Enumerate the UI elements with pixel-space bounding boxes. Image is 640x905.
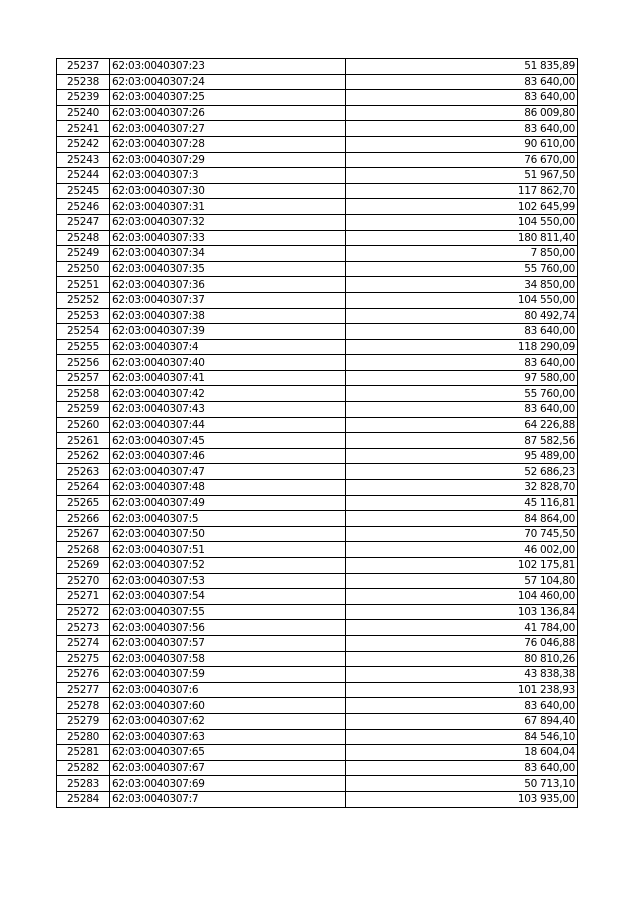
cadastral-number-cell: 62:03:0040307:23 — [110, 59, 346, 75]
row-number-cell: 25278 — [57, 698, 110, 714]
cadastral-number-cell: 62:03:0040307:27 — [110, 121, 346, 137]
value-cell: 83 640,00 — [346, 324, 578, 340]
cadastral-number-cell: 62:03:0040307:38 — [110, 308, 346, 324]
table-row — [57, 105, 578, 121]
row-number-cell: 25263 — [57, 464, 110, 480]
value-cell: 32 828,70 — [346, 480, 578, 496]
cadastral-number-cell: 62:03:0040307:41 — [110, 370, 346, 386]
value-cell: 83 640,00 — [346, 74, 578, 90]
row-number-cell: 25257 — [57, 370, 110, 386]
value-cell: 104 460,00 — [346, 589, 578, 605]
table-row — [57, 667, 578, 683]
row-number-cell: 25237 — [57, 59, 110, 75]
table-row — [57, 261, 578, 277]
cadastral-number-cell: 62:03:0040307:36 — [110, 277, 346, 293]
table-row — [57, 230, 578, 246]
value-cell: 52 686,23 — [346, 464, 578, 480]
table-row — [57, 74, 578, 90]
table-row — [57, 152, 578, 168]
row-number-cell: 25265 — [57, 495, 110, 511]
cadastral-number-cell: 62:03:0040307:35 — [110, 261, 346, 277]
table-row — [57, 713, 578, 729]
row-number-cell: 25260 — [57, 417, 110, 433]
value-cell: 55 760,00 — [346, 261, 578, 277]
cadastral-number-cell: 62:03:0040307:3 — [110, 168, 346, 184]
value-cell: 87 582,56 — [346, 433, 578, 449]
cadastral-number-cell: 62:03:0040307:33 — [110, 230, 346, 246]
cadastral-number-cell: 62:03:0040307:6 — [110, 682, 346, 698]
value-cell: 104 550,00 — [346, 292, 578, 308]
row-number-cell: 25249 — [57, 246, 110, 262]
cadastral-number-cell: 62:03:0040307:46 — [110, 448, 346, 464]
value-cell: 80 810,26 — [346, 651, 578, 667]
value-cell: 118 290,09 — [346, 339, 578, 355]
row-number-cell: 25282 — [57, 760, 110, 776]
value-cell: 51 835,89 — [346, 59, 578, 75]
table-row — [57, 511, 578, 527]
cadastral-number-cell: 62:03:0040307:43 — [110, 402, 346, 418]
cadastral-number-cell: 62:03:0040307:54 — [110, 589, 346, 605]
value-cell: 50 713,10 — [346, 776, 578, 792]
value-cell: 95 489,00 — [346, 448, 578, 464]
cadastral-number-cell: 62:03:0040307:51 — [110, 542, 346, 558]
value-cell: 76 670,00 — [346, 152, 578, 168]
cadastral-number-cell: 62:03:0040307:49 — [110, 495, 346, 511]
row-number-cell: 25272 — [57, 604, 110, 620]
cadastral-number-cell: 62:03:0040307:37 — [110, 292, 346, 308]
table-row — [57, 308, 578, 324]
row-number-cell: 25254 — [57, 324, 110, 340]
table-row — [57, 292, 578, 308]
value-cell: 41 784,00 — [346, 620, 578, 636]
cadastral-number-cell: 62:03:0040307:42 — [110, 386, 346, 402]
value-cell: 180 811,40 — [346, 230, 578, 246]
table-row — [57, 729, 578, 745]
row-number-cell: 25239 — [57, 90, 110, 106]
value-cell: 83 640,00 — [346, 760, 578, 776]
table-row — [57, 402, 578, 418]
row-number-cell: 25267 — [57, 526, 110, 542]
row-number-cell: 25242 — [57, 136, 110, 152]
value-cell: 57 104,80 — [346, 573, 578, 589]
cadastral-number-cell: 62:03:0040307:53 — [110, 573, 346, 589]
cadastral-number-cell: 62:03:0040307:30 — [110, 183, 346, 199]
row-number-cell: 25268 — [57, 542, 110, 558]
value-cell: 70 745,50 — [346, 526, 578, 542]
value-cell: 83 640,00 — [346, 90, 578, 106]
cadastral-number-cell: 62:03:0040307:58 — [110, 651, 346, 667]
cadastral-number-cell: 62:03:0040307:25 — [110, 90, 346, 106]
row-number-cell: 25277 — [57, 682, 110, 698]
cadastral-number-cell: 62:03:0040307:55 — [110, 604, 346, 620]
table-row — [57, 417, 578, 433]
row-number-cell: 25271 — [57, 589, 110, 605]
value-cell: 55 760,00 — [346, 386, 578, 402]
table-row — [57, 90, 578, 106]
value-cell: 103 136,84 — [346, 604, 578, 620]
cadastral-number-cell: 62:03:0040307:65 — [110, 745, 346, 761]
row-number-cell: 25264 — [57, 480, 110, 496]
value-cell: 7 850,00 — [346, 246, 578, 262]
value-cell: 46 002,00 — [346, 542, 578, 558]
cadastral-number-cell: 62:03:0040307:39 — [110, 324, 346, 340]
value-cell: 97 580,00 — [346, 370, 578, 386]
cadastral-number-cell: 62:03:0040307:29 — [110, 152, 346, 168]
cadastral-number-cell: 62:03:0040307:28 — [110, 136, 346, 152]
value-cell: 101 238,93 — [346, 682, 578, 698]
value-cell: 90 610,00 — [346, 136, 578, 152]
row-number-cell: 25247 — [57, 214, 110, 230]
cadastral-number-cell: 62:03:0040307:4 — [110, 339, 346, 355]
cadastral-number-cell: 62:03:0040307:57 — [110, 635, 346, 651]
cadastral-number-cell: 62:03:0040307:59 — [110, 667, 346, 683]
cadastral-number-cell: 62:03:0040307:44 — [110, 417, 346, 433]
cadastral-number-cell: 62:03:0040307:48 — [110, 480, 346, 496]
row-number-cell: 25262 — [57, 448, 110, 464]
cadastral-number-cell: 62:03:0040307:5 — [110, 511, 346, 527]
value-cell: 83 640,00 — [346, 402, 578, 418]
row-number-cell: 25280 — [57, 729, 110, 745]
cadastral-number-cell: 62:03:0040307:7 — [110, 791, 346, 807]
value-cell: 102 645,99 — [346, 199, 578, 215]
row-number-cell: 25270 — [57, 573, 110, 589]
value-cell: 51 967,50 — [346, 168, 578, 184]
table-row — [57, 214, 578, 230]
table-row — [57, 136, 578, 152]
row-number-cell: 25269 — [57, 558, 110, 574]
table-row — [57, 199, 578, 215]
table-row — [57, 121, 578, 137]
row-number-cell: 25241 — [57, 121, 110, 137]
value-cell: 83 640,00 — [346, 355, 578, 371]
table-row — [57, 386, 578, 402]
cadastral-number-cell: 62:03:0040307:24 — [110, 74, 346, 90]
cadastral-number-cell: 62:03:0040307:32 — [110, 214, 346, 230]
row-number-cell: 25275 — [57, 651, 110, 667]
value-cell: 117 862,70 — [346, 183, 578, 199]
cadastral-number-cell: 62:03:0040307:45 — [110, 433, 346, 449]
row-number-cell: 25256 — [57, 355, 110, 371]
table-row — [57, 558, 578, 574]
table-row — [57, 355, 578, 371]
row-number-cell: 25281 — [57, 745, 110, 761]
table-row — [57, 277, 578, 293]
value-cell: 43 838,38 — [346, 667, 578, 683]
cadastral-number-cell: 62:03:0040307:60 — [110, 698, 346, 714]
table-row — [57, 635, 578, 651]
table-row — [57, 745, 578, 761]
cadastral-number-cell: 62:03:0040307:26 — [110, 105, 346, 121]
table-row — [57, 339, 578, 355]
table-row — [57, 246, 578, 262]
value-cell: 103 935,00 — [346, 791, 578, 807]
row-number-cell: 25259 — [57, 402, 110, 418]
table-row — [57, 760, 578, 776]
value-cell: 34 850,00 — [346, 277, 578, 293]
table-row — [57, 604, 578, 620]
cadastral-number-cell: 62:03:0040307:69 — [110, 776, 346, 792]
table-row — [57, 168, 578, 184]
row-number-cell: 25255 — [57, 339, 110, 355]
value-cell: 76 046,88 — [346, 635, 578, 651]
cadastral-number-cell: 62:03:0040307:34 — [110, 246, 346, 262]
row-number-cell: 25240 — [57, 105, 110, 121]
cadastral-number-cell: 62:03:0040307:63 — [110, 729, 346, 745]
row-number-cell: 25274 — [57, 635, 110, 651]
row-number-cell: 25243 — [57, 152, 110, 168]
table-row — [57, 324, 578, 340]
row-number-cell: 25238 — [57, 74, 110, 90]
value-cell: 104 550,00 — [346, 214, 578, 230]
cadastral-number-cell: 62:03:0040307:62 — [110, 713, 346, 729]
cadastral-number-cell: 62:03:0040307:47 — [110, 464, 346, 480]
value-cell: 83 640,00 — [346, 121, 578, 137]
row-number-cell: 25261 — [57, 433, 110, 449]
table-row — [57, 526, 578, 542]
table-row — [57, 620, 578, 636]
value-cell: 80 492,74 — [346, 308, 578, 324]
row-number-cell: 25253 — [57, 308, 110, 324]
value-cell: 67 894,40 — [346, 713, 578, 729]
table-row — [57, 480, 578, 496]
value-cell: 84 546,10 — [346, 729, 578, 745]
table-row — [57, 370, 578, 386]
row-number-cell: 25244 — [57, 168, 110, 184]
table-row — [57, 589, 578, 605]
value-cell: 83 640,00 — [346, 698, 578, 714]
table-row — [57, 698, 578, 714]
row-number-cell: 25248 — [57, 230, 110, 246]
cadastral-number-cell: 62:03:0040307:50 — [110, 526, 346, 542]
row-number-cell: 25273 — [57, 620, 110, 636]
cadastral-number-cell: 62:03:0040307:56 — [110, 620, 346, 636]
value-cell: 102 175,81 — [346, 558, 578, 574]
table-row — [57, 573, 578, 589]
row-number-cell: 25276 — [57, 667, 110, 683]
cadastral-number-cell: 62:03:0040307:52 — [110, 558, 346, 574]
row-number-cell: 25245 — [57, 183, 110, 199]
value-cell: 64 226,88 — [346, 417, 578, 433]
row-number-cell: 25251 — [57, 277, 110, 293]
value-cell: 45 116,81 — [346, 495, 578, 511]
table-row — [57, 495, 578, 511]
table-row — [57, 776, 578, 792]
row-number-cell: 25258 — [57, 386, 110, 402]
value-cell: 18 604,04 — [346, 745, 578, 761]
cadastral-number-cell: 62:03:0040307:31 — [110, 199, 346, 215]
row-number-cell: 25250 — [57, 261, 110, 277]
row-number-cell: 25279 — [57, 713, 110, 729]
cadastral-value-table — [56, 58, 578, 808]
cadastral-number-cell: 62:03:0040307:67 — [110, 760, 346, 776]
table-body — [57, 59, 578, 808]
table-row — [57, 183, 578, 199]
table-row — [57, 682, 578, 698]
table-row — [57, 59, 578, 75]
table-row — [57, 448, 578, 464]
table-row — [57, 464, 578, 480]
table-row — [57, 651, 578, 667]
row-number-cell: 25283 — [57, 776, 110, 792]
table-row — [57, 433, 578, 449]
cadastral-number-cell: 62:03:0040307:40 — [110, 355, 346, 371]
row-number-cell: 25246 — [57, 199, 110, 215]
value-cell: 86 009,80 — [346, 105, 578, 121]
value-cell: 84 864,00 — [346, 511, 578, 527]
row-number-cell: 25252 — [57, 292, 110, 308]
row-number-cell: 25284 — [57, 791, 110, 807]
table-row — [57, 542, 578, 558]
row-number-cell: 25266 — [57, 511, 110, 527]
table-row — [57, 791, 578, 807]
